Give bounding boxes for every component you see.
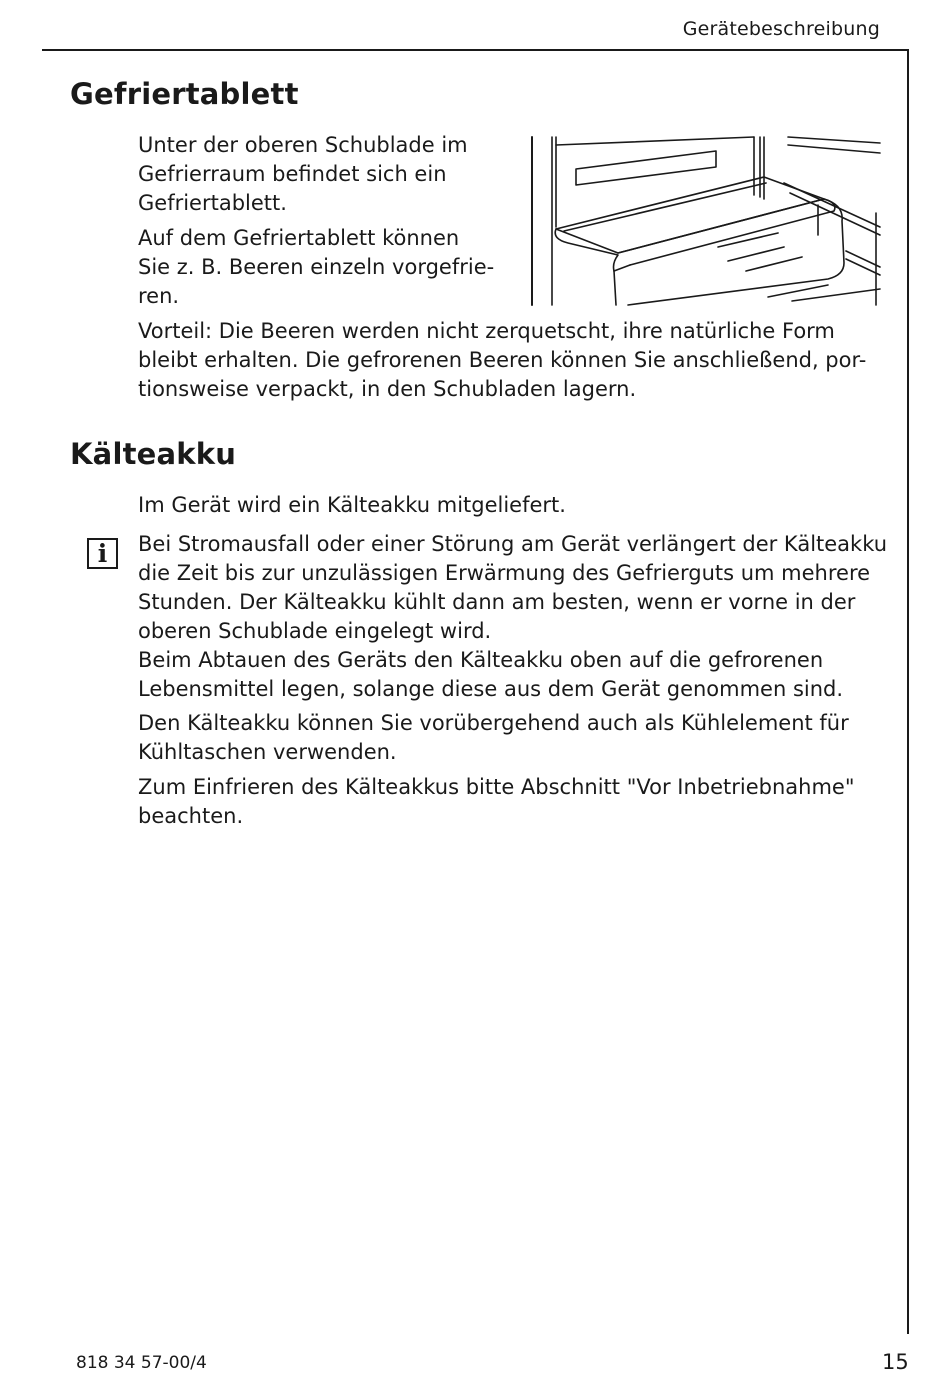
- page-number: 15: [882, 1350, 909, 1374]
- text-line: Stunden. Der Kälteakku kühlt dann am besten, wenn er vorne in der: [138, 590, 856, 614]
- text-line: Zum Einfrieren des Kälteakkus bitte Abschnitt "Vor Inbetriebnahme": [138, 775, 855, 799]
- text-line: Lebensmittel legen, solange diese aus dem Gerät genommen sind.: [138, 677, 844, 701]
- text-line: Gefriertablett.: [138, 191, 287, 215]
- text-line: Sie z. B. Beeren einzeln vorgefrie-: [138, 255, 495, 279]
- text-line: tionsweise verpackt, in den Schubladen lagern.: [138, 377, 637, 401]
- paragraph-cooling-element: [138, 709, 849, 767]
- section-title-gefriertablett: Gefriertablett: [70, 77, 299, 111]
- text-line: die Zeit bis zur unzulässigen Erwärmung des Gefrierguts um mehrere: [138, 561, 871, 585]
- text-line: Vorteil: Die Beeren werden nicht zerquetscht, ihre natürliche Form: [138, 319, 835, 343]
- text-line: Im Gerät wird ein Kälteakku mitgeliefert.: [138, 493, 566, 517]
- paragraph-power-failure: [138, 530, 887, 704]
- paragraph-location: [138, 131, 468, 218]
- text-line: Unter der oberen Schublade im: [138, 133, 468, 157]
- text-line: Den Kälteakku können Sie vorübergehend auch als Kühlelement für: [138, 711, 849, 735]
- paragraph-usage: [138, 224, 494, 311]
- text-line: Kühltaschen verwenden.: [138, 740, 397, 764]
- paragraph-included: [138, 491, 566, 520]
- freezer-tray-illustration: [528, 135, 883, 307]
- footer-document-code: 818 34 57-00/4: [76, 1353, 207, 1373]
- info-icon: i: [87, 538, 118, 569]
- text-line: beachten.: [138, 804, 244, 828]
- paragraph-advantage: [138, 317, 866, 404]
- section-title-kaelteakku: Kälteakku: [70, 437, 237, 471]
- paragraph-freezing-note: [138, 773, 854, 831]
- text-line: Gefrierraum befindet sich ein: [138, 162, 447, 186]
- text-line: Bei Stromausfall oder einer Störung am Gerät verlängert der Kälteakku: [138, 532, 888, 556]
- text-line: oberen Schublade eingelegt wird.: [138, 619, 492, 643]
- right-margin-rule: [907, 49, 909, 1334]
- header-chapter-title: Gerätebeschreibung: [682, 18, 880, 40]
- text-line: Beim Abtauen des Geräts den Kälteakku oben auf die gefrorenen: [138, 648, 824, 672]
- text-line: bleibt erhalten. Die gefrorenen Beeren können Sie anschließend, por-: [138, 348, 867, 372]
- text-line: ren.: [138, 284, 180, 308]
- header-rule: [42, 49, 909, 51]
- text-line: Auf dem Gefriertablett können: [138, 226, 460, 250]
